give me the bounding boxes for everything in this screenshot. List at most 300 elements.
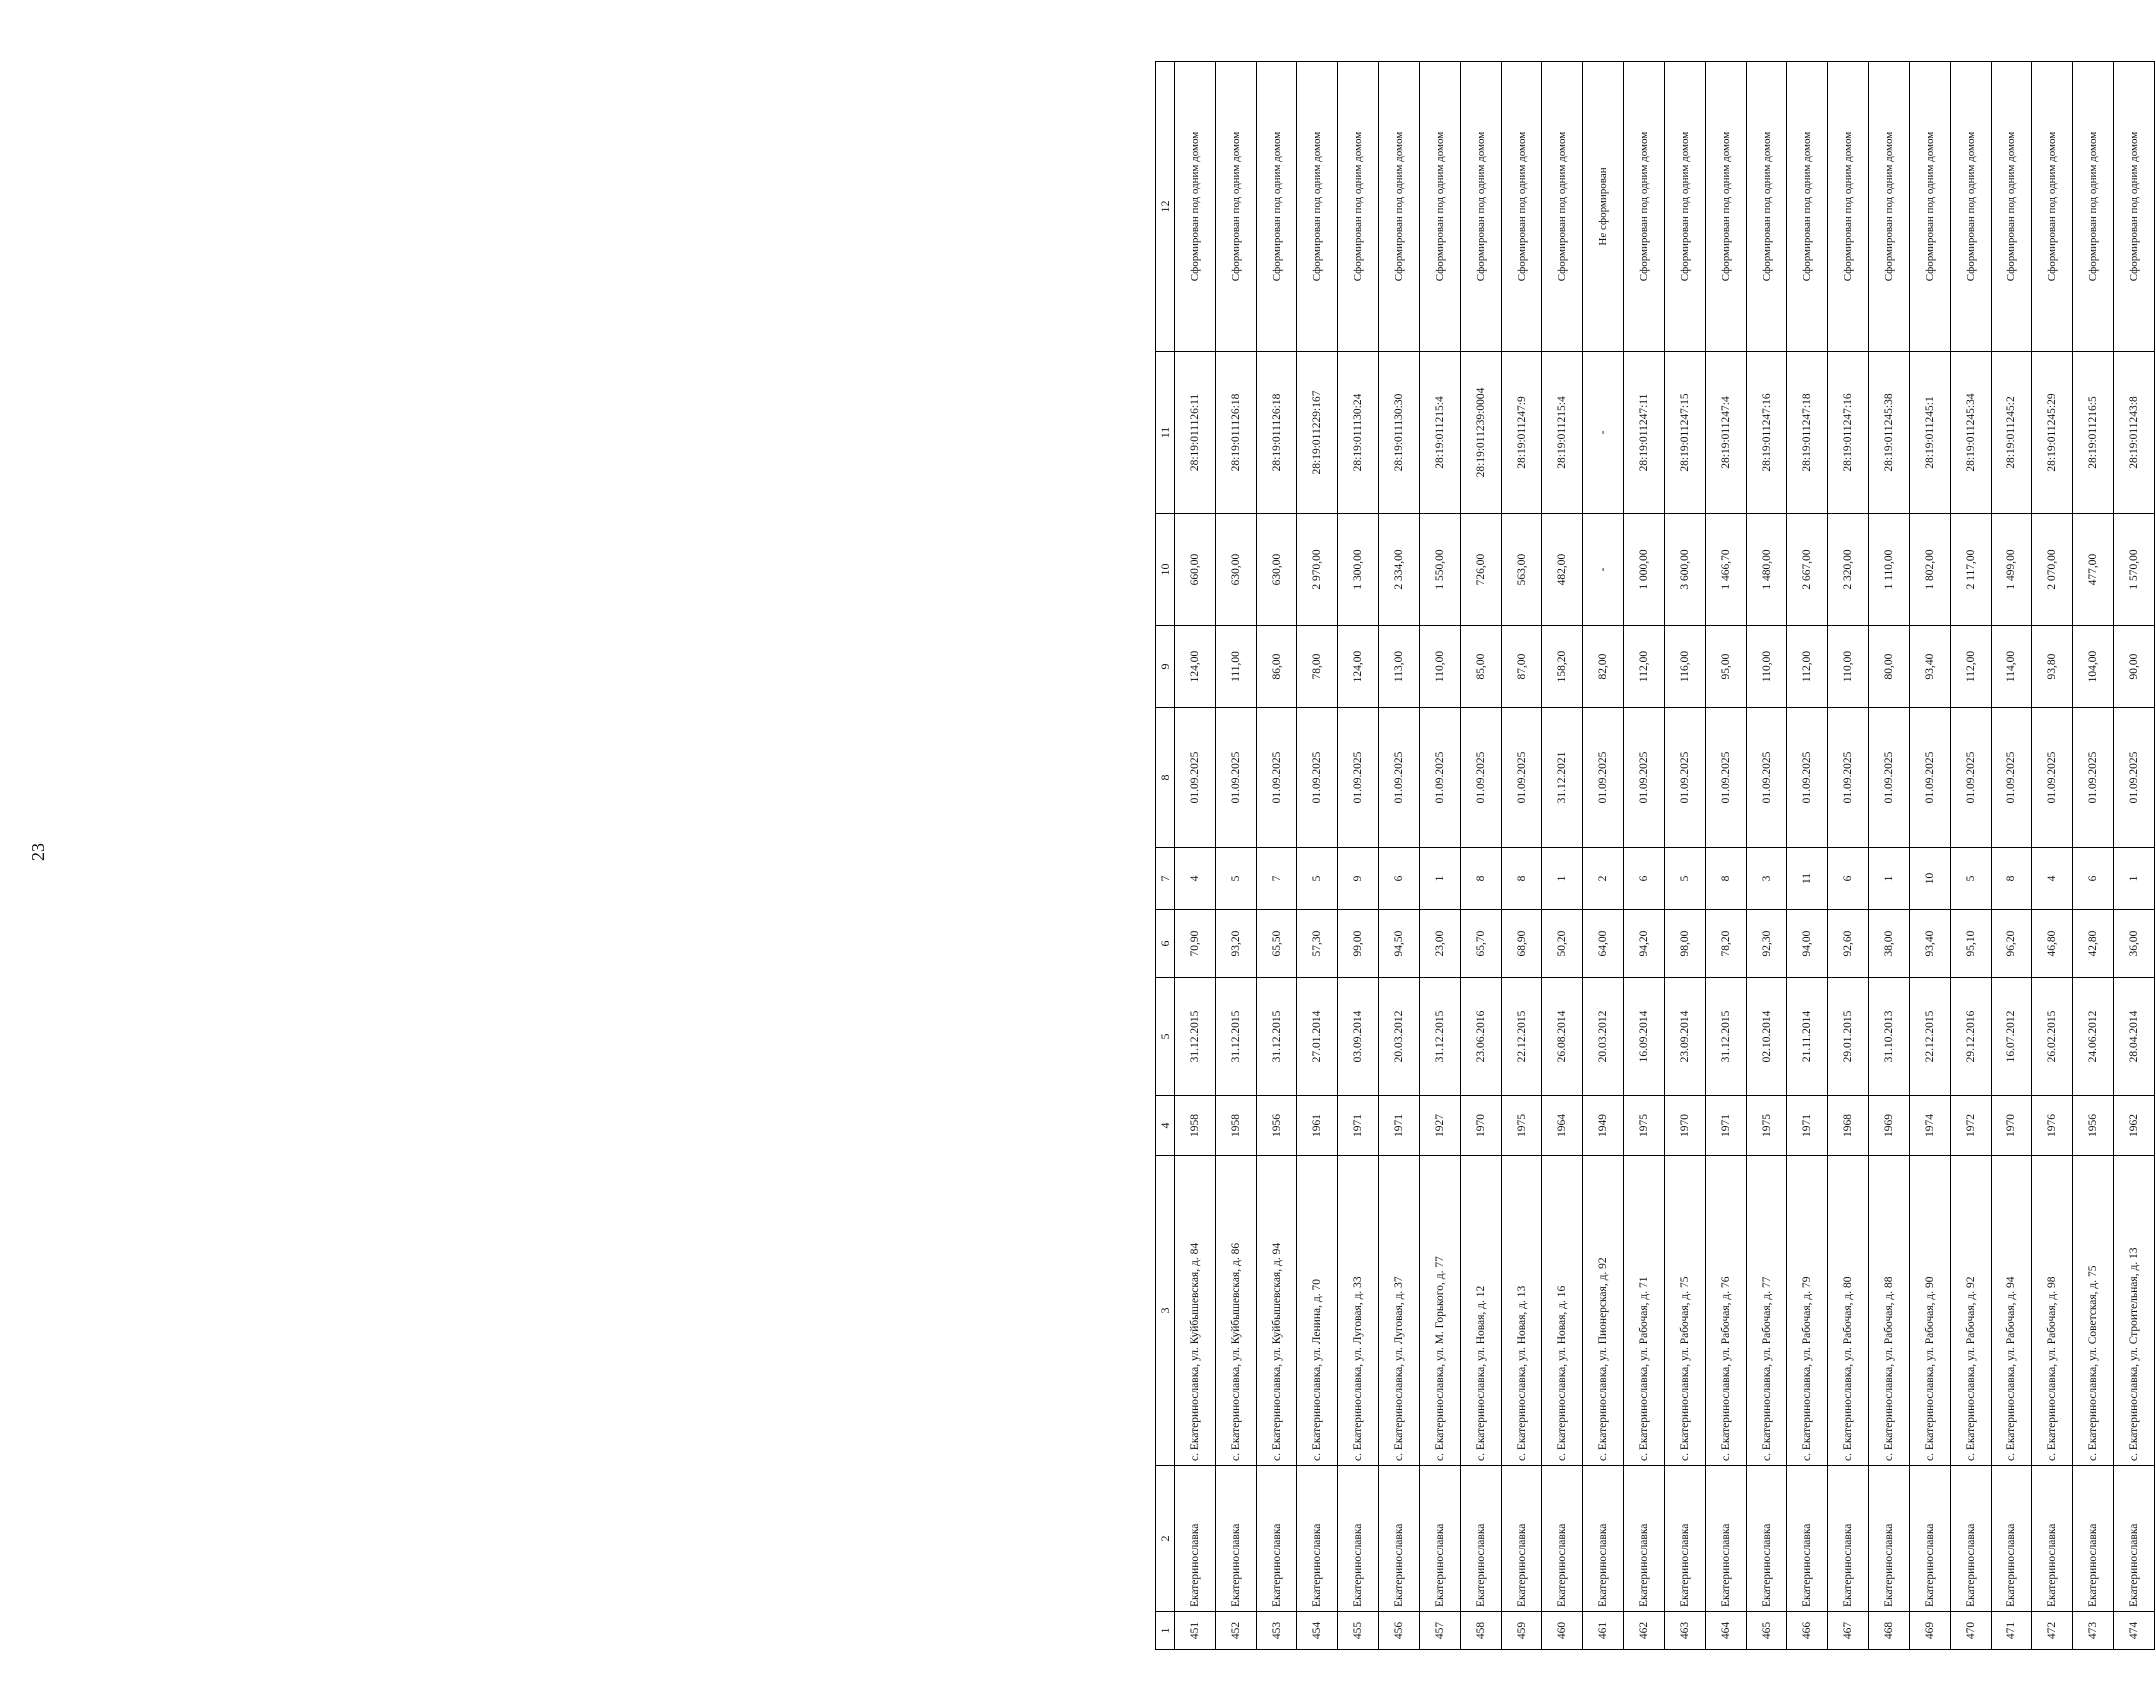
table-cell: 28:19:011247:16 <box>1828 352 1869 514</box>
table-cell: 38,00 <box>1869 910 1910 978</box>
table-cell: 6 <box>1379 848 1420 910</box>
table-cell: 465 <box>1746 1612 1787 1650</box>
table-cell: 1 300,00 <box>1338 514 1379 626</box>
table-cell: 01.09.2025 <box>2114 708 2155 848</box>
table-cell: 28:19:011245:29 <box>2032 352 2073 514</box>
table-row <box>1664 62 1705 1650</box>
table-cell: Екатеринославка <box>1256 1466 1297 1612</box>
table-cell: 457 <box>1419 1612 1460 1650</box>
table-cell: 104,00 <box>2073 626 2114 708</box>
table-cell: 28:19:011247:4 <box>1705 352 1746 514</box>
table-cell: 01.09.2025 <box>1950 708 1991 848</box>
table-cell: 93,40 <box>1909 910 1950 978</box>
table-cell: 57,30 <box>1297 910 1338 978</box>
table-cell: 455 <box>1338 1612 1379 1650</box>
table-cell: с. Екатеринославка, ул. Рабочая, д. 76 <box>1705 1156 1746 1466</box>
table-cell: Екатеринославка <box>1338 1466 1379 1612</box>
table-cell: 01.09.2025 <box>1297 708 1338 848</box>
table-cell: 6 <box>2073 848 2114 910</box>
table-cell: Екатеринославка <box>1542 1466 1583 1612</box>
table-row <box>1950 62 1991 1650</box>
table-cell: с. Екатеринославка, ул. Куйбышевская, д. 84 <box>1175 1156 1216 1466</box>
table-cell: Екатеринославка <box>1624 1466 1665 1612</box>
column-header: 1 <box>1156 1612 1175 1650</box>
table-cell: 630,00 <box>1215 514 1256 626</box>
table-cell: Екатеринославка <box>1460 1466 1501 1612</box>
table-cell: 01.09.2025 <box>1419 708 1460 848</box>
table-cell: 1958 <box>1215 1096 1256 1156</box>
table-cell: 01.09.2025 <box>1338 708 1379 848</box>
table-cell: 113,00 <box>1379 626 1420 708</box>
table-cell: 31.12.2015 <box>1419 978 1460 1096</box>
table-cell: с. Екатеринославка, ул. Новая, д. 16 <box>1542 1156 1583 1466</box>
table-row <box>1175 62 1216 1650</box>
table-cell: 1970 <box>1460 1096 1501 1156</box>
table-row <box>1419 62 1460 1650</box>
table-cell: 459 <box>1501 1612 1542 1650</box>
table-cell: 1961 <box>1297 1096 1338 1156</box>
table-cell: 1971 <box>1787 1096 1828 1156</box>
table-cell: Сформирован под одним домом <box>2032 62 2073 352</box>
table-cell: Сформирован под одним домом <box>1624 62 1665 352</box>
table-cell: 01.09.2025 <box>1215 708 1256 848</box>
table-cell: 31.12.2015 <box>1175 978 1216 1096</box>
table-cell: 02.10.2014 <box>1746 978 1787 1096</box>
table-cell: 28:19:011126:18 <box>1215 352 1256 514</box>
table-cell: 93,40 <box>1909 626 1950 708</box>
table-cell: 28:19:011229:167 <box>1297 352 1338 514</box>
table-cell: с. Екатеринославка, ул. Куйбышевская, д. 94 <box>1256 1156 1297 1466</box>
table-cell: 112,00 <box>1950 626 1991 708</box>
table-cell: 65,50 <box>1256 910 1297 978</box>
table-cell: 01.09.2025 <box>1909 708 1950 848</box>
table-cell: 2 320,00 <box>1828 514 1869 626</box>
table-cell: 460 <box>1542 1612 1583 1650</box>
table-row <box>1297 62 1338 1650</box>
table-cell: 01.09.2025 <box>2073 708 2114 848</box>
table-cell: 93,80 <box>2032 626 2073 708</box>
table-cell: 28:19:011245:2 <box>1991 352 2032 514</box>
table-cell: 474 <box>2114 1612 2155 1650</box>
table-cell: 110,00 <box>1828 626 1869 708</box>
table-cell: Сформирован под одним домом <box>1787 62 1828 352</box>
table-cell: Сформирован под одним домом <box>2114 62 2155 352</box>
table-cell: 85,00 <box>1460 626 1501 708</box>
table-cell: с. Екатеринославка, ул. Рабочая, д. 92 <box>1950 1156 1991 1466</box>
table-cell: 1 466,70 <box>1705 514 1746 626</box>
table-cell: 98,00 <box>1664 910 1705 978</box>
table-cell: Екатеринославка <box>1175 1466 1216 1612</box>
table-cell: Екатеринославка <box>1950 1466 1991 1612</box>
table-cell: 29.12.2016 <box>1950 978 1991 1096</box>
table-cell: Екатеринославка <box>1215 1466 1256 1612</box>
table-cell: 20.03.2012 <box>1583 978 1624 1096</box>
table-cell: 20.03.2012 <box>1379 978 1420 1096</box>
table-cell: 110,00 <box>1419 626 1460 708</box>
table-cell: 2 667,00 <box>1787 514 1828 626</box>
table-cell: 5 <box>1950 848 1991 910</box>
table-cell: 16.09.2014 <box>1624 978 1665 1096</box>
table-cell: 28:19:011216:5 <box>2073 352 2114 514</box>
table-cell: 2 <box>1583 848 1624 910</box>
table-cell: с. Екатеринославка, ул. Рабочая, д. 88 <box>1869 1156 1910 1466</box>
table-cell: 112,00 <box>1787 626 1828 708</box>
table-cell: 453 <box>1256 1612 1297 1650</box>
column-header: 12 <box>1156 62 1175 352</box>
table-cell: 01.09.2025 <box>1664 708 1705 848</box>
table-cell: 114,00 <box>1991 626 2032 708</box>
table-cell: 64,00 <box>1583 910 1624 978</box>
table-cell: 95,00 <box>1705 626 1746 708</box>
table-cell: - <box>1583 514 1624 626</box>
table-cell: 1958 <box>1175 1096 1216 1156</box>
table-cell: 26.02.2015 <box>2032 978 2073 1096</box>
table-cell: 28:19:011215:4 <box>1542 352 1583 514</box>
table-cell: 468 <box>1869 1612 1910 1650</box>
table-cell: Сформирован под одним домом <box>1869 62 1910 352</box>
table-cell: 2 334,00 <box>1379 514 1420 626</box>
table-cell: 1970 <box>1991 1096 2032 1156</box>
table-cell: 94,20 <box>1624 910 1665 978</box>
table-row <box>1869 62 1910 1650</box>
housing-table-container <box>1155 62 2155 1650</box>
table-cell: Сформирован под одним домом <box>1664 62 1705 352</box>
table-cell: Сформирован под одним домом <box>1297 62 1338 352</box>
table-cell: - <box>1583 352 1624 514</box>
table-cell: 124,00 <box>1175 626 1216 708</box>
table-cell: 01.09.2025 <box>1828 708 1869 848</box>
table-cell: 456 <box>1379 1612 1420 1650</box>
table-cell: с. Екатеринославка, ул. Рабочая, д. 98 <box>2032 1156 2073 1466</box>
table-cell: 23.09.2014 <box>1664 978 1705 1096</box>
table-cell: Екатеринославка <box>1909 1466 1950 1612</box>
table-cell: 90,00 <box>2114 626 2155 708</box>
table-cell: 1964 <box>1542 1096 1583 1156</box>
table-cell: 22.12.2015 <box>1909 978 1950 1096</box>
table-cell: Екатеринославка <box>1991 1466 2032 1612</box>
table-cell: 8 <box>1460 848 1501 910</box>
table-cell: 1975 <box>1624 1096 1665 1156</box>
table-cell: 36,00 <box>2114 910 2155 978</box>
table-cell: Екатеринославка <box>1705 1466 1746 1612</box>
table-cell: 2 117,00 <box>1950 514 1991 626</box>
table-cell: 1 802,00 <box>1909 514 1950 626</box>
table-cell: 470 <box>1950 1612 1991 1650</box>
table-cell: 110,00 <box>1746 626 1787 708</box>
table-cell: с. Екатеринославка, ул. Рабочая, д. 90 <box>1909 1156 1950 1466</box>
table-row <box>1460 62 1501 1650</box>
table-cell: 28:19:011126:11 <box>1175 352 1216 514</box>
table-cell: Сформирован под одним домом <box>1909 62 1950 352</box>
table-cell: 5 <box>1664 848 1705 910</box>
table-cell: Екатеринославка <box>1746 1466 1787 1612</box>
table-cell: 124,00 <box>1338 626 1379 708</box>
table-cell: с. Екатеринославка, ул. Рабочая, д. 80 <box>1828 1156 1869 1466</box>
table-cell: 01.09.2025 <box>1583 708 1624 848</box>
table-cell: 3 <box>1746 848 1787 910</box>
table-cell: 1 480,00 <box>1746 514 1787 626</box>
column-header: 10 <box>1156 514 1175 626</box>
table-cell: Сформирован под одним домом <box>1991 62 2032 352</box>
table-cell: 1 <box>1419 848 1460 910</box>
housing-registry-table <box>1155 61 2155 1650</box>
table-cell: 454 <box>1297 1612 1338 1650</box>
table-cell: с. Екатеринославка, ул. Рабочая, д. 79 <box>1787 1156 1828 1466</box>
table-cell: Не сформирован <box>1583 62 1624 352</box>
table-cell: 2 070,00 <box>2032 514 2073 626</box>
table-cell: 29.01.2015 <box>1828 978 1869 1096</box>
table-cell: Екатеринославка <box>2114 1466 2155 1612</box>
table-cell: с. Екатеринославка, ул. Рабочая, д. 77 <box>1746 1156 1787 1466</box>
table-cell: Екатеринославка <box>1419 1466 1460 1612</box>
table-cell: 94,50 <box>1379 910 1420 978</box>
table-cell: 111,00 <box>1215 626 1256 708</box>
table-cell: Сформирован под одним домом <box>1379 62 1420 352</box>
table-cell: 28:19:011245:38 <box>1869 352 1910 514</box>
table-cell: 5 <box>1297 848 1338 910</box>
table-cell: 31.12.2021 <box>1542 708 1583 848</box>
table-cell: 28:19:011245:1 <box>1909 352 1950 514</box>
table-cell: 03.09.2014 <box>1338 978 1379 1096</box>
table-cell: 28:19:011245:34 <box>1950 352 1991 514</box>
table-cell: 116,00 <box>1664 626 1705 708</box>
table-cell: 6 <box>1828 848 1869 910</box>
table-cell: 28:19:011247:11 <box>1624 352 1665 514</box>
table-cell: 28:19:011247:16 <box>1746 352 1787 514</box>
table-row <box>1338 62 1379 1650</box>
table-cell: Сформирован под одним домом <box>1175 62 1216 352</box>
table-cell: Екатеринославка <box>2073 1466 2114 1612</box>
table-cell: 1949 <box>1583 1096 1624 1156</box>
table-row <box>1542 62 1583 1650</box>
table-cell: 94,00 <box>1787 910 1828 978</box>
table-cell: 8 <box>1991 848 2032 910</box>
table-cell: Сформирован под одним домом <box>1215 62 1256 352</box>
table-cell: с. Екатеринославка, ул. Советская, д. 75 <box>2073 1156 2114 1466</box>
table-cell: Сформирован под одним домом <box>1746 62 1787 352</box>
table-cell: 70,90 <box>1175 910 1216 978</box>
page-number: 23 <box>28 843 48 861</box>
table-cell: 28:19:011247:18 <box>1787 352 1828 514</box>
table-cell: 1975 <box>1746 1096 1787 1156</box>
column-header: 3 <box>1156 1156 1175 1466</box>
table-cell: 28:19:011247:15 <box>1664 352 1705 514</box>
table-cell: 1 <box>1542 848 1583 910</box>
table-cell: 01.09.2025 <box>1175 708 1216 848</box>
table-cell: 1971 <box>1379 1096 1420 1156</box>
table-cell: 1970 <box>1664 1096 1705 1156</box>
table-cell: 452 <box>1215 1612 1256 1650</box>
table-cell: 68,90 <box>1501 910 1542 978</box>
table-cell: 46,80 <box>2032 910 2073 978</box>
table-row <box>1746 62 1787 1650</box>
table-cell: 1956 <box>1256 1096 1297 1156</box>
column-header: 4 <box>1156 1096 1175 1156</box>
table-cell: 1962 <box>2114 1096 2155 1156</box>
table-cell: Сформирован под одним домом <box>1950 62 1991 352</box>
table-cell: 01.09.2025 <box>1746 708 1787 848</box>
table-cell: с. Екатеринославка, ул. Новая, д. 13 <box>1501 1156 1542 1466</box>
table-cell: Сформирован под одним домом <box>1256 62 1297 352</box>
table-cell: 1971 <box>1338 1096 1379 1156</box>
table-cell: 1927 <box>1419 1096 1460 1156</box>
table-cell: 467 <box>1828 1612 1869 1650</box>
table-cell: 01.09.2025 <box>1869 708 1910 848</box>
column-header: 5 <box>1156 978 1175 1096</box>
table-cell: 87,00 <box>1501 626 1542 708</box>
table-cell: 65,70 <box>1460 910 1501 978</box>
table-cell: 28:19:011130:24 <box>1338 352 1379 514</box>
table-cell: Екатеринославка <box>1828 1466 1869 1612</box>
table-cell: 78,00 <box>1297 626 1338 708</box>
table-cell: 22.12.2015 <box>1501 978 1542 1096</box>
table-cell: 31.12.2015 <box>1256 978 1297 1096</box>
table-cell: Екатеринославка <box>1664 1466 1705 1612</box>
table-cell: 6 <box>1624 848 1665 910</box>
table-cell: 10 <box>1909 848 1950 910</box>
table-row <box>1705 62 1746 1650</box>
column-header: 8 <box>1156 708 1175 848</box>
table-cell: 28:19:011247:9 <box>1501 352 1542 514</box>
table-cell: 28:19:011126:18 <box>1256 352 1297 514</box>
table-cell: 01.09.2025 <box>1624 708 1665 848</box>
table-cell: 28:19:011130:30 <box>1379 352 1420 514</box>
table-cell: 464 <box>1705 1612 1746 1650</box>
table-header <box>1156 62 1175 1650</box>
table-cell: с. Екатеринославка, ул. Куйбышевская, д. 86 <box>1215 1156 1256 1466</box>
table-cell: 99,00 <box>1338 910 1379 978</box>
table-cell: 5 <box>1215 848 1256 910</box>
table-cell: Сформирован под одним домом <box>1705 62 1746 352</box>
table-cell: Сформирован под одним домом <box>2073 62 2114 352</box>
table-cell: Сформирован под одним домом <box>1338 62 1379 352</box>
table-cell: 27.01.2014 <box>1297 978 1338 1096</box>
table-cell: 1971 <box>1705 1096 1746 1156</box>
table-cell: 80,00 <box>1869 626 1910 708</box>
table-cell: с. Екатеринославка, ул. Рабочая, д. 94 <box>1991 1156 2032 1466</box>
table-cell: с. Екатеринославка, ул. Луговая, д. 37 <box>1379 1156 1420 1466</box>
table-cell: 31.12.2015 <box>1705 978 1746 1096</box>
table-cell: 7 <box>1256 848 1297 910</box>
table-cell: 1968 <box>1828 1096 1869 1156</box>
table-cell: 472 <box>2032 1612 2073 1650</box>
table-cell: 471 <box>1991 1612 2032 1650</box>
table-cell: 21.11.2014 <box>1787 978 1828 1096</box>
table-cell: 1969 <box>1869 1096 1910 1156</box>
table-cell: Екатеринославка <box>1501 1466 1542 1612</box>
table-cell: с. Екатеринославка, ул. Пионерская, д. 92 <box>1583 1156 1624 1466</box>
table-cell: 1 110,00 <box>1869 514 1910 626</box>
table-cell: 01.09.2025 <box>1705 708 1746 848</box>
table-cell: 50,20 <box>1542 910 1583 978</box>
table-cell: 01.09.2025 <box>1256 708 1297 848</box>
table-cell: 477,00 <box>2073 514 2114 626</box>
table-cell: Сформирован под одним домом <box>1828 62 1869 352</box>
table-row <box>1583 62 1624 1650</box>
table-cell: 11 <box>1787 848 1828 910</box>
table-cell: с. Екатеринославка, ул. Ленина, д. 70 <box>1297 1156 1338 1466</box>
table-cell: 23.06.2016 <box>1460 978 1501 1096</box>
table-cell: Екатеринославка <box>1583 1466 1624 1612</box>
table-cell: 1 <box>1869 848 1910 910</box>
table-cell: с. Екатеринославка, ул. Строительная, д. 13 <box>2114 1156 2155 1466</box>
table-cell: 4 <box>1175 848 1216 910</box>
table-cell: 451 <box>1175 1612 1216 1650</box>
table-row <box>1256 62 1297 1650</box>
table-cell: Сформирован под одним домом <box>1501 62 1542 352</box>
table-cell: 461 <box>1583 1612 1624 1650</box>
table-cell: 1976 <box>2032 1096 2073 1156</box>
table-cell: 726,00 <box>1460 514 1501 626</box>
table-cell: 31.10.2013 <box>1869 978 1910 1096</box>
table-cell: 28:19:011243:8 <box>2114 352 2155 514</box>
table-cell: с. Екатеринославка, ул. Новая, д. 12 <box>1460 1156 1501 1466</box>
table-cell: 78,20 <box>1705 910 1746 978</box>
table-cell: 660,00 <box>1175 514 1216 626</box>
table-cell: 1 <box>2114 848 2155 910</box>
table-cell: 01.09.2025 <box>1379 708 1420 848</box>
table-cell: 1974 <box>1909 1096 1950 1156</box>
table-cell: 1 570,00 <box>2114 514 2155 626</box>
table-cell: с. Екатеринославка, ул. Рабочая, д. 75 <box>1664 1156 1705 1466</box>
table-cell: 82,00 <box>1583 626 1624 708</box>
table-cell: 28:19:011215:4 <box>1419 352 1460 514</box>
table-cell: 2 970,00 <box>1297 514 1338 626</box>
table-row <box>1909 62 1950 1650</box>
table-row <box>1624 62 1665 1650</box>
table-cell: 1956 <box>2073 1096 2114 1156</box>
table-cell: 1 000,00 <box>1624 514 1665 626</box>
column-header: 9 <box>1156 626 1175 708</box>
column-header: 6 <box>1156 910 1175 978</box>
table-row <box>2114 62 2155 1650</box>
table-cell: 112,00 <box>1624 626 1665 708</box>
table-cell: Екатеринославка <box>2032 1466 2073 1612</box>
table-cell: 24.06.2012 <box>2073 978 2114 1096</box>
table-cell: 1972 <box>1950 1096 1991 1156</box>
table-cell: Сформирован под одним домом <box>1542 62 1583 352</box>
table-cell: с. Екатеринославка, ул. Луговая, д. 33 <box>1338 1156 1379 1466</box>
table-cell: 01.09.2025 <box>1501 708 1542 848</box>
table-cell: 01.09.2025 <box>1991 708 2032 848</box>
table-cell: 01.09.2025 <box>2032 708 2073 848</box>
table-cell: 1 499,00 <box>1991 514 2032 626</box>
table-cell: Екатеринославка <box>1297 1466 1338 1612</box>
table-cell: 158,20 <box>1542 626 1583 708</box>
table-cell: Екатеринославка <box>1787 1466 1828 1612</box>
table-cell: 1975 <box>1501 1096 1542 1156</box>
table-cell: с. Екатеринославка, ул. М. Горького, д. 77 <box>1419 1156 1460 1466</box>
table-cell: Екатеринославка <box>1379 1466 1420 1612</box>
table-row <box>2032 62 2073 1650</box>
table-cell: 466 <box>1787 1612 1828 1650</box>
table-cell: 16.07.2012 <box>1991 978 2032 1096</box>
table-cell: 1 550,00 <box>1419 514 1460 626</box>
table-cell: 86,00 <box>1256 626 1297 708</box>
column-number-row <box>1156 62 1175 1650</box>
table-cell: 463 <box>1664 1612 1705 1650</box>
table-cell: 473 <box>2073 1612 2114 1650</box>
table-row <box>1991 62 2032 1650</box>
table-row <box>1379 62 1420 1650</box>
table-cell: 28:19:011239:0004 <box>1460 352 1501 514</box>
table-cell: Сформирован под одним домом <box>1419 62 1460 352</box>
table-cell: 31.12.2015 <box>1215 978 1256 1096</box>
table-cell: 469 <box>1909 1612 1950 1650</box>
column-header: 11 <box>1156 352 1175 514</box>
column-header: 2 <box>1156 1466 1175 1612</box>
table-cell: 8 <box>1501 848 1542 910</box>
